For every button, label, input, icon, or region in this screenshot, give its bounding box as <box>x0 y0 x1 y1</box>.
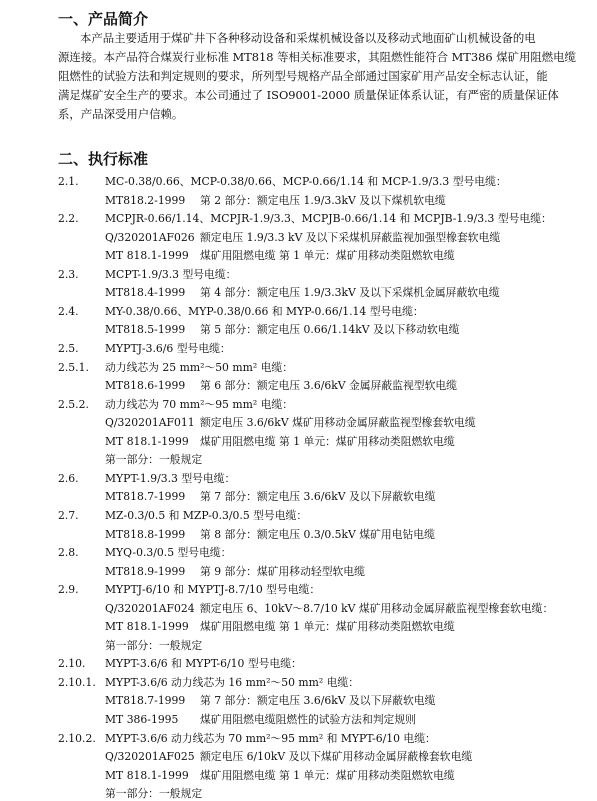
standard-row <box>0 620 597 634</box>
standard-row <box>0 713 597 727</box>
standard-text: 动力线芯为 25 mm²～50 mm² 电缆： <box>105 360 293 374</box>
standard-description: 额定电压 3.6/6kV 煤矿用移动金属屏蔽监视型橡套软电缆 <box>200 416 476 430</box>
standard-row <box>0 416 597 430</box>
standard-number: 2.1. <box>58 175 79 188</box>
standard-number: 2.3. <box>58 267 79 281</box>
intro-line: 本产品主要适用于煤矿井下各种移动设备和采煤机械设备以及移动式地面矿山机械设备的电 <box>80 31 536 45</box>
standard-row <box>0 694 597 708</box>
standard-text: MZ-0.3/0.5 和 MZP-0.3/0.5 型号电缆： <box>105 508 308 522</box>
standard-code: MT 386-1995 <box>105 713 179 726</box>
standard-description: 第 4 部分：额定电压 1.9/3.3kV 及以下采煤机金属屏蔽软电缆 <box>200 286 500 300</box>
standard-row <box>0 398 597 412</box>
standard-row <box>0 528 597 542</box>
standard-text: MYPT-3.6/6 动力线芯为 70 mm²～95 mm² 和 MYPT-6/10 电缆： <box>105 731 436 745</box>
standard-number: 2.5. <box>58 342 79 355</box>
standard-description: 第 7 部分：额定电压 3.6/6kV 及以下屏蔽软电缆 <box>200 490 436 504</box>
standard-number: 2.9. <box>58 583 79 597</box>
standard-row <box>0 194 597 208</box>
standard-description: 煤矿用阻燃电缆 第 1 单元：煤矿用移动类阻燃软电缆 <box>200 434 455 448</box>
standard-row <box>0 342 597 356</box>
standard-row <box>0 286 597 300</box>
standard-row <box>0 379 597 393</box>
standard-row <box>0 509 597 523</box>
standard-text: MCPJR-0.66/1.14、MCPJR-1.9/3.3、MCPJB-0.66/1.14 和 MCPJB-1.9/3.3 型号电缆： <box>105 212 552 226</box>
standard-row <box>0 435 597 449</box>
standard-text: MCPT-1.9/3.3 型号电缆： <box>105 267 237 281</box>
standard-code: MT818.8-1999 <box>105 527 186 541</box>
standard-row <box>0 787 597 801</box>
section2-heading: 二、执行标准 <box>58 150 149 168</box>
standard-row <box>0 676 597 690</box>
standard-code: MT 818.1-1999 <box>105 434 189 448</box>
standard-row <box>0 657 597 671</box>
standard-row <box>0 750 597 764</box>
standard-row <box>0 472 597 486</box>
standard-row <box>0 732 597 746</box>
standard-description: 额定电压 6、10kV～8.7/10 kV 煤矿用移动金属屏蔽监视型橡套软电缆： <box>200 601 554 615</box>
standard-code: MT818.2-1999 <box>105 193 186 207</box>
standard-description: 煤矿用阻燃电缆 第 1 单元：煤矿用移动类阻燃软电缆 <box>200 620 455 634</box>
standard-row <box>0 361 597 375</box>
standard-text: MYPT-3.6/6 动力线芯为 16 mm²～50 mm² 电缆： <box>105 675 359 689</box>
standard-code: MT 818.1-1999 <box>105 249 189 263</box>
standard-description: 第 2 部分：额定电压 1.9/3.3kV 及以下煤机软电缆 <box>200 193 446 207</box>
intro-line: 源连接。本产品符合煤炭行业标准 MT818 等相关标准要求，其阻燃性能符合 MT386 煤矿用阻燃电缆 <box>58 50 576 64</box>
standard-description: 第 9 部分：煤矿用移动轻型软电缆 <box>200 564 365 578</box>
standard-text: 第一部分：一般规定 <box>105 787 203 801</box>
standard-row <box>0 453 597 467</box>
standard-description: 第 6 部分：额定电压 3.6/6kV 金属屏蔽监视型软电缆 <box>200 379 457 393</box>
standard-code: Q/320201AF025 <box>105 750 195 764</box>
standard-text: MY-0.38/0.66、MYP-0.38/0.66 和 MYP-0.66/1.14 型号电缆： <box>105 304 424 318</box>
standard-row <box>0 546 597 560</box>
standard-description: 第 5 部分：额定电压 0.66/1.14kV 及以下移动软电缆 <box>200 323 460 337</box>
standard-row <box>0 212 597 226</box>
standard-description: 第 7 部分：额定电压 3.6/6kV 及以下屏蔽软电缆 <box>200 694 436 708</box>
standard-code: MT 818.1-1999 <box>105 620 189 634</box>
section1-heading: 一、产品简介 <box>58 10 149 28</box>
standard-text: MYPTJ-6/10 和 MYPTJ-8.7/10 型号电缆： <box>105 583 321 597</box>
standard-row <box>0 323 597 337</box>
standard-number: 2.7. <box>58 508 79 522</box>
standard-code: MT818.6-1999 <box>105 379 186 393</box>
standard-number: 2.10. <box>58 657 86 671</box>
standard-text: MYPT-3.6/6 和 MYPT-6/10 型号电缆： <box>105 657 302 671</box>
standard-text: 动力线芯为 70 mm²～95 mm² 电缆： <box>105 397 293 411</box>
standard-description: 煤矿用阻燃电缆阻燃性的试验方法和判定规则 <box>200 713 416 726</box>
standard-row <box>0 565 597 579</box>
standard-row <box>0 583 597 597</box>
standard-code: MT818.7-1999 <box>105 694 186 708</box>
intro-line: 阻燃性的试验方法和判定规则的要求，所列型号规格产品全部通过国家矿用产品安全标志认证，能 <box>58 69 548 83</box>
standard-text: MYQ-0.3/0.5 型号电缆： <box>105 546 232 559</box>
standard-code: Q/320201AF024 <box>105 601 195 615</box>
standard-description: 煤矿用阻燃电缆 第 1 单元：煤矿用移动类阻燃软电缆 <box>200 768 455 782</box>
standard-code: Q/320201AF026 <box>105 230 195 244</box>
standard-number: 2.6. <box>58 471 79 485</box>
standard-row <box>0 268 597 282</box>
standard-text: MYPT-1.9/3.3 型号电缆： <box>105 471 236 485</box>
standard-text: MYPTJ-3.6/6 型号电缆： <box>105 342 231 355</box>
standard-row <box>0 639 597 653</box>
standard-code: MT818.7-1999 <box>105 490 186 504</box>
standard-row <box>0 231 597 245</box>
standard-row <box>0 490 597 504</box>
standard-description: 额定电压 1.9/3.3 kV 及以下采煤机屏蔽监视加强型橡套软电缆 <box>200 230 501 244</box>
standard-code: MT 818.1-1999 <box>105 768 189 782</box>
standard-row <box>0 305 597 319</box>
intro-line: 系，产品深受用户信赖。 <box>58 107 184 121</box>
standard-row <box>0 175 597 189</box>
standard-number: 2.2. <box>58 212 79 226</box>
standard-description: 第 8 部分：额定电压 0.3/0.5kV 煤矿用电钻电缆 <box>200 527 435 541</box>
standard-text: 第一部分：一般规定 <box>105 638 203 652</box>
standard-code: MT818.9-1999 <box>105 564 186 578</box>
standard-code: MT818.4-1999 <box>105 286 186 300</box>
standard-number: 2.5.1. <box>58 360 89 374</box>
standard-number: 2.10.1. <box>58 675 96 689</box>
standard-row <box>0 249 597 263</box>
standard-description: 额定电压 6/10kV 及以下煤矿用移动金属屏蔽橡套软电缆 <box>200 750 473 764</box>
standard-code: Q/320201AF011 <box>105 416 195 430</box>
standard-number: 2.5.2. <box>58 397 89 411</box>
standard-row <box>0 769 597 783</box>
standard-number: 2.4. <box>58 304 79 318</box>
standard-description: 煤矿用阻燃电缆 第 1 单元：煤矿用移动类阻燃软电缆 <box>200 249 455 263</box>
intro-line: 满足煤矿安全生产的要求。本公司通过了 ISO9001-2000 质量保证体系认证，有严密的质量保证体 <box>58 88 559 102</box>
standard-text: 第一部分：一般规定 <box>105 453 203 467</box>
standard-number: 2.8. <box>58 546 79 559</box>
standard-number: 2.10.2. <box>58 731 96 745</box>
standard-code: MT818.5-1999 <box>105 323 186 337</box>
standard-row <box>0 602 597 616</box>
standard-text: MC-0.38/0.66、MCP-0.38/0.66、MCP-0.66/1.14 和 MCP-1.9/3.3 型号电缆： <box>105 175 507 188</box>
